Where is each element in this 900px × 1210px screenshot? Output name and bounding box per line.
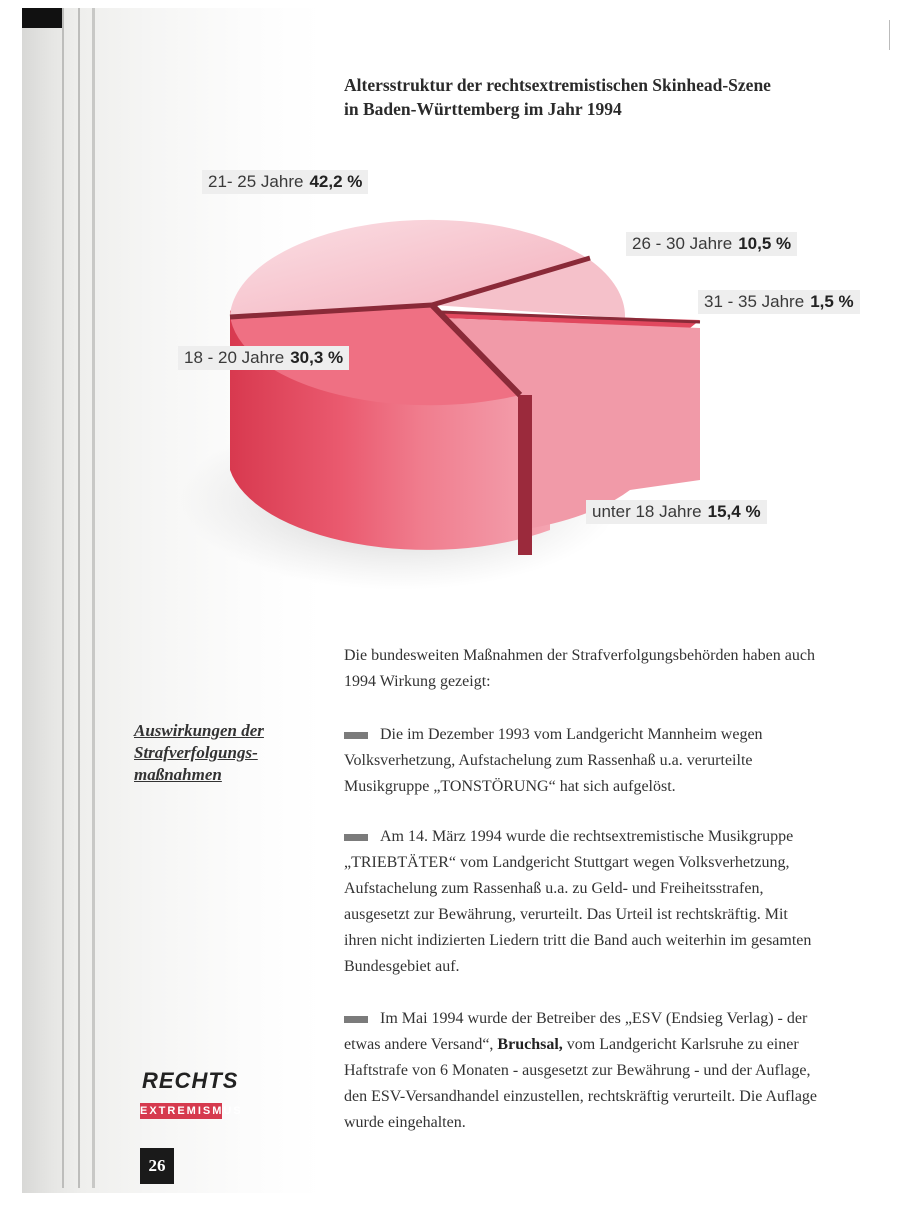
intro-paragraph: Die bundesweiten Maßnahmen der Strafverfolgungsbehörden haben auch 1994 Wirkung gezeigt: <box>344 647 815 690</box>
slice-value: 15,4 % <box>707 502 761 521</box>
logo-top-text: RECHTS <box>142 1068 239 1093</box>
slice-label-text: 31 - 35 Jahre <box>704 292 805 311</box>
bullet-text: Am 14. März 1994 wurde die rechtsextremistische Musikgruppe „TRIEBTÄTER“ vom Landgericht Stuttgart wegen Volksverhetzung, Aufstachelung zum Rassenhaß u.a. zu Geld- und Freiheitsstrafen, ausgesetzt zur Bewährung, verurteilt. Das Urteil ist rechtskräftig. Mit ihren nicht indizierten Liedern tritt die Band auch weiterhin im gesamten Bundesgebiet auf. <box>344 828 812 975</box>
slice-label-text: 18 - 20 Jahre <box>184 348 285 367</box>
slice-label-18-20 <box>178 346 349 370</box>
logo-bottom-text: EXTREMISMUS <box>140 1105 243 1117</box>
slice-value: 42,2 % <box>309 172 363 191</box>
slice-label-text: unter 18 Jahre <box>592 502 702 521</box>
rechtsextremismus-logo <box>140 1068 243 1126</box>
scan-corner-mark <box>22 8 62 28</box>
slice-value: 30,3 % <box>290 348 344 367</box>
bullet-paragraph-2 <box>344 824 824 980</box>
slice-label-31-35 <box>698 290 860 314</box>
bullet-text: vom Landgericht Karlsruhe zu einer Haftstrafe von 6 Monaten - ausgesetzt zur Bewährung - und der Auflage, den ESV-Versandhandel einzustellen, rechtskräftig verurteilt. Die Auflage wurde eingehalten. <box>344 1036 818 1131</box>
bullet-marker <box>344 1016 368 1023</box>
slice-label-unter-18 <box>586 500 767 524</box>
slice-value: 10,5 % <box>738 234 792 253</box>
slice-label-26-30 <box>626 232 797 256</box>
slice-label-text: 21- 25 Jahre <box>208 172 304 191</box>
bullet-paragraph-3 <box>344 1006 824 1136</box>
gutter-line <box>92 8 95 1188</box>
sidebar-heading-line: Auswirkungen der <box>134 721 264 740</box>
sidebar-heading-line: Strafverfolgungs- <box>134 743 258 762</box>
scan-edge-mark <box>889 20 890 50</box>
bullet-text: Im Mai 1994 wurde der Betreiber des „ESV (Endsieg Verlag) - der etwas andere Versand“, <box>344 1010 808 1053</box>
chart-title-line: in Baden-Württemberg im Jahr 1994 <box>344 99 622 119</box>
bullet-paragraph-1 <box>344 722 824 800</box>
pie-chart-3d <box>170 200 733 590</box>
sidebar-heading <box>134 720 304 786</box>
page-number: 26 <box>140 1148 174 1184</box>
bullet-bold-text: Bruchsal, <box>497 1036 563 1053</box>
chart-title <box>344 73 771 121</box>
slice-label-text: 26 - 30 Jahre <box>632 234 733 253</box>
sidebar-heading-line: maßnahmen <box>134 765 222 784</box>
gutter-line <box>62 8 64 1188</box>
bullet-marker <box>344 732 368 739</box>
bullet-marker <box>344 834 368 841</box>
pie-slice-unter-18-side <box>518 395 532 555</box>
bullet-text: Die im Dezember 1993 vom Landgericht Mannheim wegen Volksverhetzung, Aufstachelung zum Rassenhaß u.a. verurteilte Musikgruppe „TONSTÖRUNG“ hat sich aufgelöst. <box>344 726 763 795</box>
slice-label-21-25 <box>202 170 368 194</box>
chart-title-line: Altersstruktur der rechtsextremistischen Skinhead-Szene <box>344 75 771 95</box>
gutter-line <box>78 8 80 1188</box>
page-edge <box>0 0 22 1210</box>
slice-value: 1,5 % <box>810 292 854 311</box>
